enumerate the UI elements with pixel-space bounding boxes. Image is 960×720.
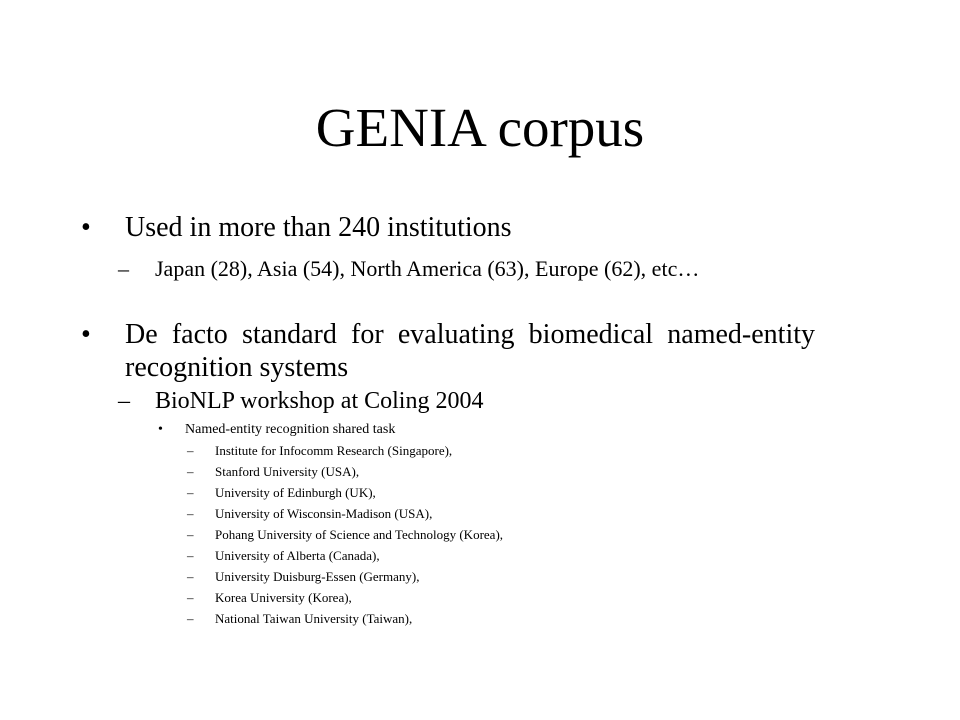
dash-marker: – xyxy=(118,256,129,281)
participant-item xyxy=(187,569,815,585)
participant-text: University of Edinburgh (UK), xyxy=(215,485,376,500)
participant-item xyxy=(187,485,815,501)
bullet-point xyxy=(81,318,815,384)
bullet-marker: • xyxy=(81,212,91,243)
dash-marker: – xyxy=(187,443,194,458)
dash-marker: – xyxy=(187,611,194,626)
participant-text: Stanford University (USA), xyxy=(215,464,360,479)
participant-item xyxy=(187,506,815,522)
slide-title: GENIA corpus xyxy=(315,97,645,158)
dash-marker: – xyxy=(187,569,194,584)
dash-marker: – xyxy=(187,464,194,479)
participant-text: University of Alberta (Canada), xyxy=(215,548,380,563)
bullet-marker: • xyxy=(158,422,163,437)
participant-text: University of Wisconsin-Madison (USA), xyxy=(215,506,433,521)
dash-marker: – xyxy=(187,527,194,542)
participant-item xyxy=(187,590,815,606)
sub-sub-point-text: Named-entity recognition shared task xyxy=(185,422,396,437)
participant-item xyxy=(187,548,815,564)
dash-marker: – xyxy=(187,590,194,605)
dash-marker: – xyxy=(187,506,194,521)
sub-sub-point xyxy=(158,422,815,438)
participant-text: Korea University (Korea), xyxy=(215,590,352,605)
dash-marker: – xyxy=(118,388,130,414)
participant-text: University Duisburg-Essen (Germany), xyxy=(215,569,420,584)
participant-item xyxy=(187,443,815,459)
sub-point-text: BioNLP workshop at Coling 2004 xyxy=(155,388,484,414)
bullet-point xyxy=(81,211,815,244)
participant-text: Pohang University of Science and Technology (Korea), xyxy=(215,527,504,542)
bullet-text: De facto standard for evaluating biomedical named-entity recognition systems xyxy=(125,319,815,383)
participant-text: National Taiwan University (Taiwan), xyxy=(215,611,413,626)
sub-point xyxy=(118,387,815,415)
sub-point xyxy=(118,256,815,282)
participant-item xyxy=(187,611,815,627)
dash-marker: – xyxy=(187,548,194,563)
participant-item xyxy=(187,527,815,543)
bullet-text: Used in more than 240 institutions xyxy=(125,212,512,243)
participant-text: Institute for Infocomm Research (Singapore), xyxy=(215,443,453,458)
participant-item xyxy=(187,464,815,480)
dash-marker: – xyxy=(187,485,194,500)
bullet-marker: • xyxy=(81,319,91,350)
sub-point-text: Japan (28), Asia (54), North America (63), Europe (62), etc… xyxy=(155,256,700,281)
